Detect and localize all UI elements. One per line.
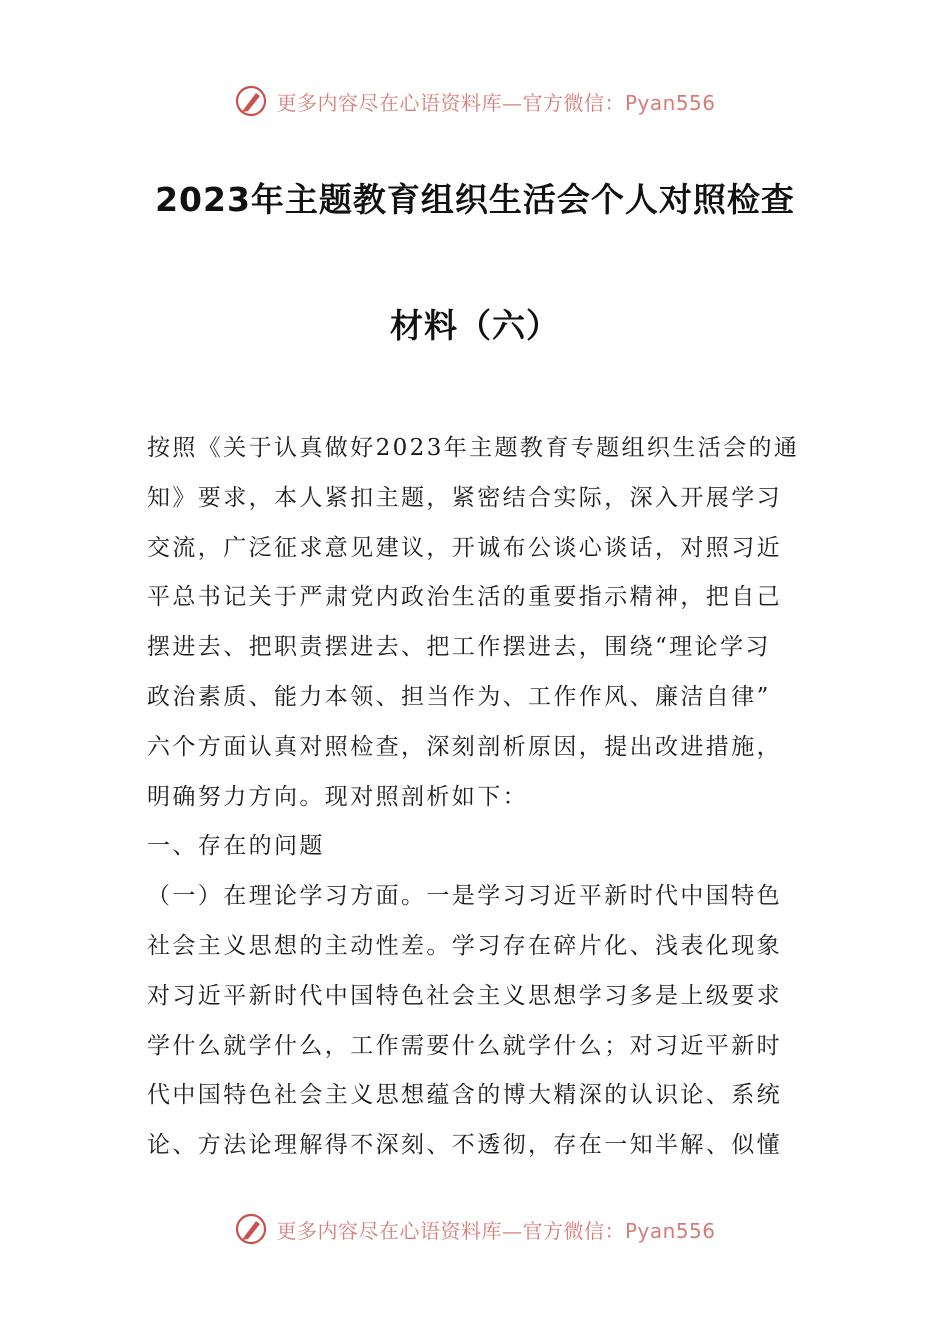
pen-nib-logo-icon — [234, 1212, 268, 1246]
body-line: 交流，广泛征求意见建议，开诚布公谈心谈话，对照习近 — [147, 534, 782, 561]
body-line: 知》要求，本人紧扣主题，紧密结合实际，深入开展学习 — [147, 484, 782, 511]
document-title-line-2: 材料（六） — [390, 306, 560, 345]
document-title-line-1: 2023年主题教育组织生活会个人对照检查 — [155, 180, 795, 219]
body-line: 明确努力方向。现对照剖析如下： — [147, 783, 528, 810]
document-body — [147, 424, 807, 1171]
body-line: 对习近平新时代中国特色社会主义思想学习多是上级要求 — [147, 982, 782, 1009]
body-line: 论、方法论理解得不深刻、不透彻，存在一知半解、似懂 — [147, 1132, 782, 1159]
body-line: 学什么就学什么，工作需要什么就学什么；对习近平新时 — [147, 1032, 782, 1059]
footer-watermark — [0, 1212, 950, 1246]
watermark-text: 更多内容尽在心语资料库—官方微信：Pyan556 — [276, 90, 716, 115]
pen-nib-logo-icon — [234, 84, 268, 118]
section-heading: 一、存在的问题 — [147, 833, 325, 860]
body-line: 按照《关于认真做好2023年主题教育专题组织生活会的通 — [147, 435, 800, 461]
body-line: 政治素质、能力本领、担当作为、工作作风、廉洁自律” — [147, 683, 771, 710]
body-line: 社会主义思想的主动性差。学习存在碎片化、浅表化现象 — [147, 932, 782, 959]
body-line: 六个方面认真对照检查，深刻剖析原因，提出改进措施， — [147, 733, 782, 760]
body-line: （一）在理论学习方面。一是学习习近平新时代中国特色 — [147, 883, 782, 910]
body-line: 平总书记关于严肃党内政治生活的重要指示精神，把自己 — [147, 584, 782, 611]
body-line: 代中国特色社会主义思想蕴含的博大精深的认识论、系统 — [147, 1082, 782, 1109]
watermark-text: 更多内容尽在心语资料库—官方微信：Pyan556 — [276, 1218, 716, 1243]
header-watermark — [0, 84, 950, 118]
body-line: 摆进去、把职责摆进去、把工作摆进去，围绕“理论学习 — [147, 634, 771, 661]
